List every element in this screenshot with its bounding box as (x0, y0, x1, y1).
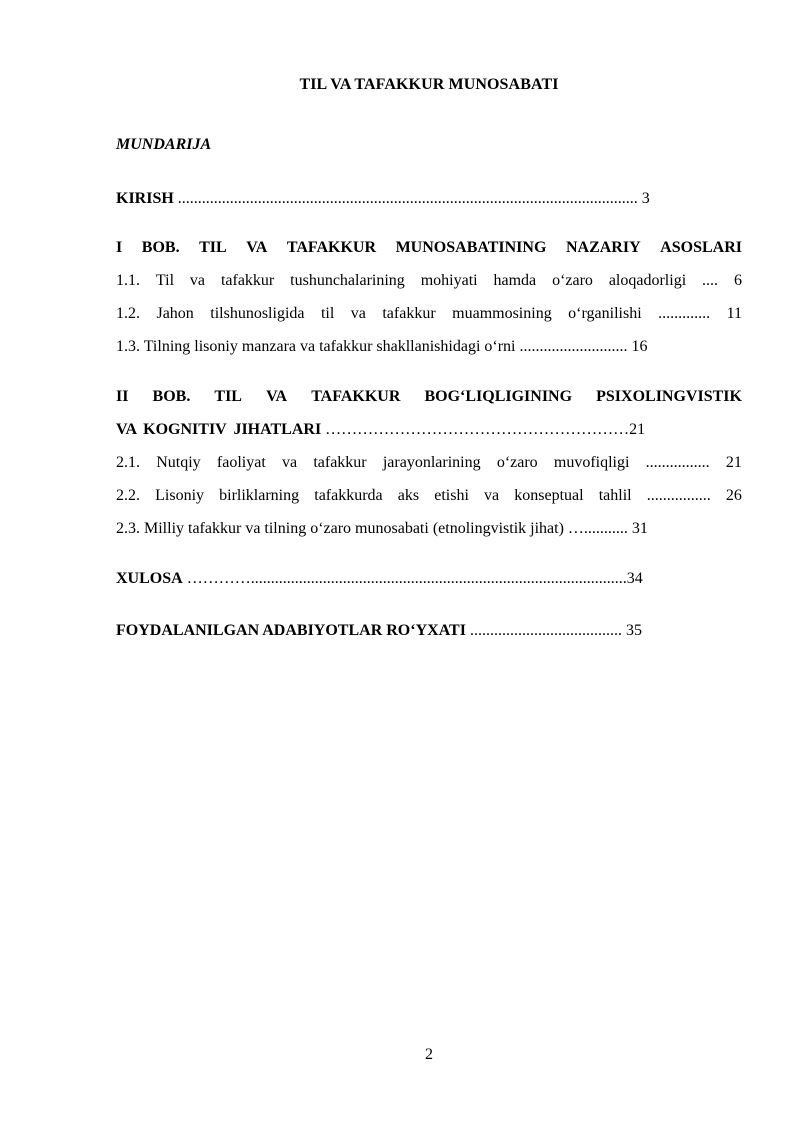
toc-entry-label: XULOSA (116, 570, 183, 587)
word: aloqadorligi (608, 272, 687, 289)
toc-leader-dots: ………….............................................................................................. (182, 570, 627, 587)
word: BOB. (141, 239, 180, 256)
word: va (350, 305, 366, 322)
toc-entry-1-1[interactable] (116, 270, 742, 292)
word: tilshunosligida (210, 305, 305, 322)
toc-entry-label: VA KOGNITIV JIHATLARI (116, 421, 322, 438)
word: TAFAKKUR (311, 388, 401, 405)
page-title: TIL VA TAFAKKUR MUNOSABATI (299, 76, 559, 93)
toc-leader-dots: ………………………………………………… (321, 421, 630, 438)
word: tahlil (598, 487, 632, 504)
toc-entry-2-2[interactable] (116, 485, 742, 507)
word: TIL (214, 388, 242, 405)
word: faoliyat (216, 454, 266, 471)
word: o‘rganilishi (568, 305, 642, 322)
toc-page-number: 21 (725, 454, 742, 471)
word: va (281, 454, 298, 471)
word: BOB. (152, 388, 191, 405)
toc-leader-dots: ................ (645, 454, 710, 471)
toc-entry-label: FOYDALANILGAN ADABIYOTLAR RO‘YXATI (116, 622, 466, 639)
word: til (320, 305, 335, 322)
word: VA (266, 388, 288, 405)
word: Nutqiy (156, 454, 201, 471)
word: 1.2. (116, 305, 140, 322)
word: tushunchalarining (290, 272, 405, 289)
toc-page-number: 26 (725, 487, 742, 504)
page-number: 2 (425, 1046, 433, 1063)
word: tafakkur (313, 454, 367, 471)
word: VA (246, 239, 268, 256)
word: MUNOSABATINING (395, 239, 547, 256)
word: 1.1. (116, 272, 140, 289)
toc-page-number: 21 (629, 421, 646, 438)
word: va (189, 272, 206, 289)
toc-leader-dots: ............. (658, 305, 711, 322)
toc-entry-1-2[interactable] (116, 303, 742, 325)
word: muammosining (452, 305, 552, 322)
word: BOG‘LIQLIGINING (424, 388, 573, 405)
word: Til (155, 272, 175, 289)
word: hamda (493, 272, 537, 289)
word: o‘zaro (496, 454, 538, 471)
word: aks (397, 487, 420, 504)
toc-page-number: 35 (621, 622, 642, 639)
toc-heading: MUNDARIJA (116, 136, 212, 153)
toc-page-number: 3 (637, 190, 650, 207)
toc-entry-label: KIRISH (116, 190, 174, 207)
toc-page-number: 6 (733, 272, 742, 289)
toc-entry-conclusion[interactable] (116, 568, 643, 590)
word: ASOSLARI (660, 239, 742, 256)
word: PSIXOLINGVISTIK (596, 388, 742, 405)
word: tafakkur (220, 272, 275, 289)
toc-entry-intro[interactable] (116, 188, 650, 210)
word: NAZARIY (565, 239, 641, 256)
toc-page-number: 34 (626, 570, 643, 587)
toc-leader-dots: ................................................................................................................... (173, 190, 638, 207)
word: II (116, 388, 129, 405)
word: tafakkur (382, 305, 436, 322)
toc-entry-2-1[interactable] (116, 452, 742, 474)
word: birliklarning (219, 487, 300, 504)
word: TAFAKKUR (286, 239, 377, 256)
word: muvofiqligi (553, 454, 630, 471)
word: tafakkurda (314, 487, 383, 504)
toc-entry-2-3[interactable]: 2.3. Milliy tafakkur va tilning o‘zaro munosabati (etnolingvistik jihat) …........... 31 (116, 520, 648, 537)
word: 2.2. (116, 487, 140, 504)
toc-chapter-2-line-2[interactable] (116, 419, 645, 441)
word: konseptual (514, 487, 584, 504)
word: etishi (434, 487, 469, 504)
toc-chapter-2-line-1[interactable] (116, 386, 742, 408)
word: jarayonlarining (382, 454, 481, 471)
toc-leader-dots: ...................................... (465, 622, 622, 639)
toc-chapter-1[interactable] (116, 237, 742, 259)
word: 2.1. (116, 454, 140, 471)
toc-leader-dots: ................ (646, 487, 711, 504)
word: I (116, 239, 123, 256)
word: mohiyati (420, 272, 478, 289)
word: Jahon (156, 305, 194, 322)
word: TIL (199, 239, 227, 256)
word: va (484, 487, 500, 504)
toc-entry-references[interactable] (116, 620, 642, 642)
toc-entry-1-3[interactable]: 1.3. Tilning lisoniy manzara va tafakkur shakllanishidagi o‘rni ........................... 16 (116, 338, 648, 355)
toc-page-number: 11 (726, 305, 742, 322)
word: o‘zaro (552, 272, 593, 289)
toc-leader-dots: .... (702, 272, 719, 289)
word: Lisoniy (155, 487, 205, 504)
